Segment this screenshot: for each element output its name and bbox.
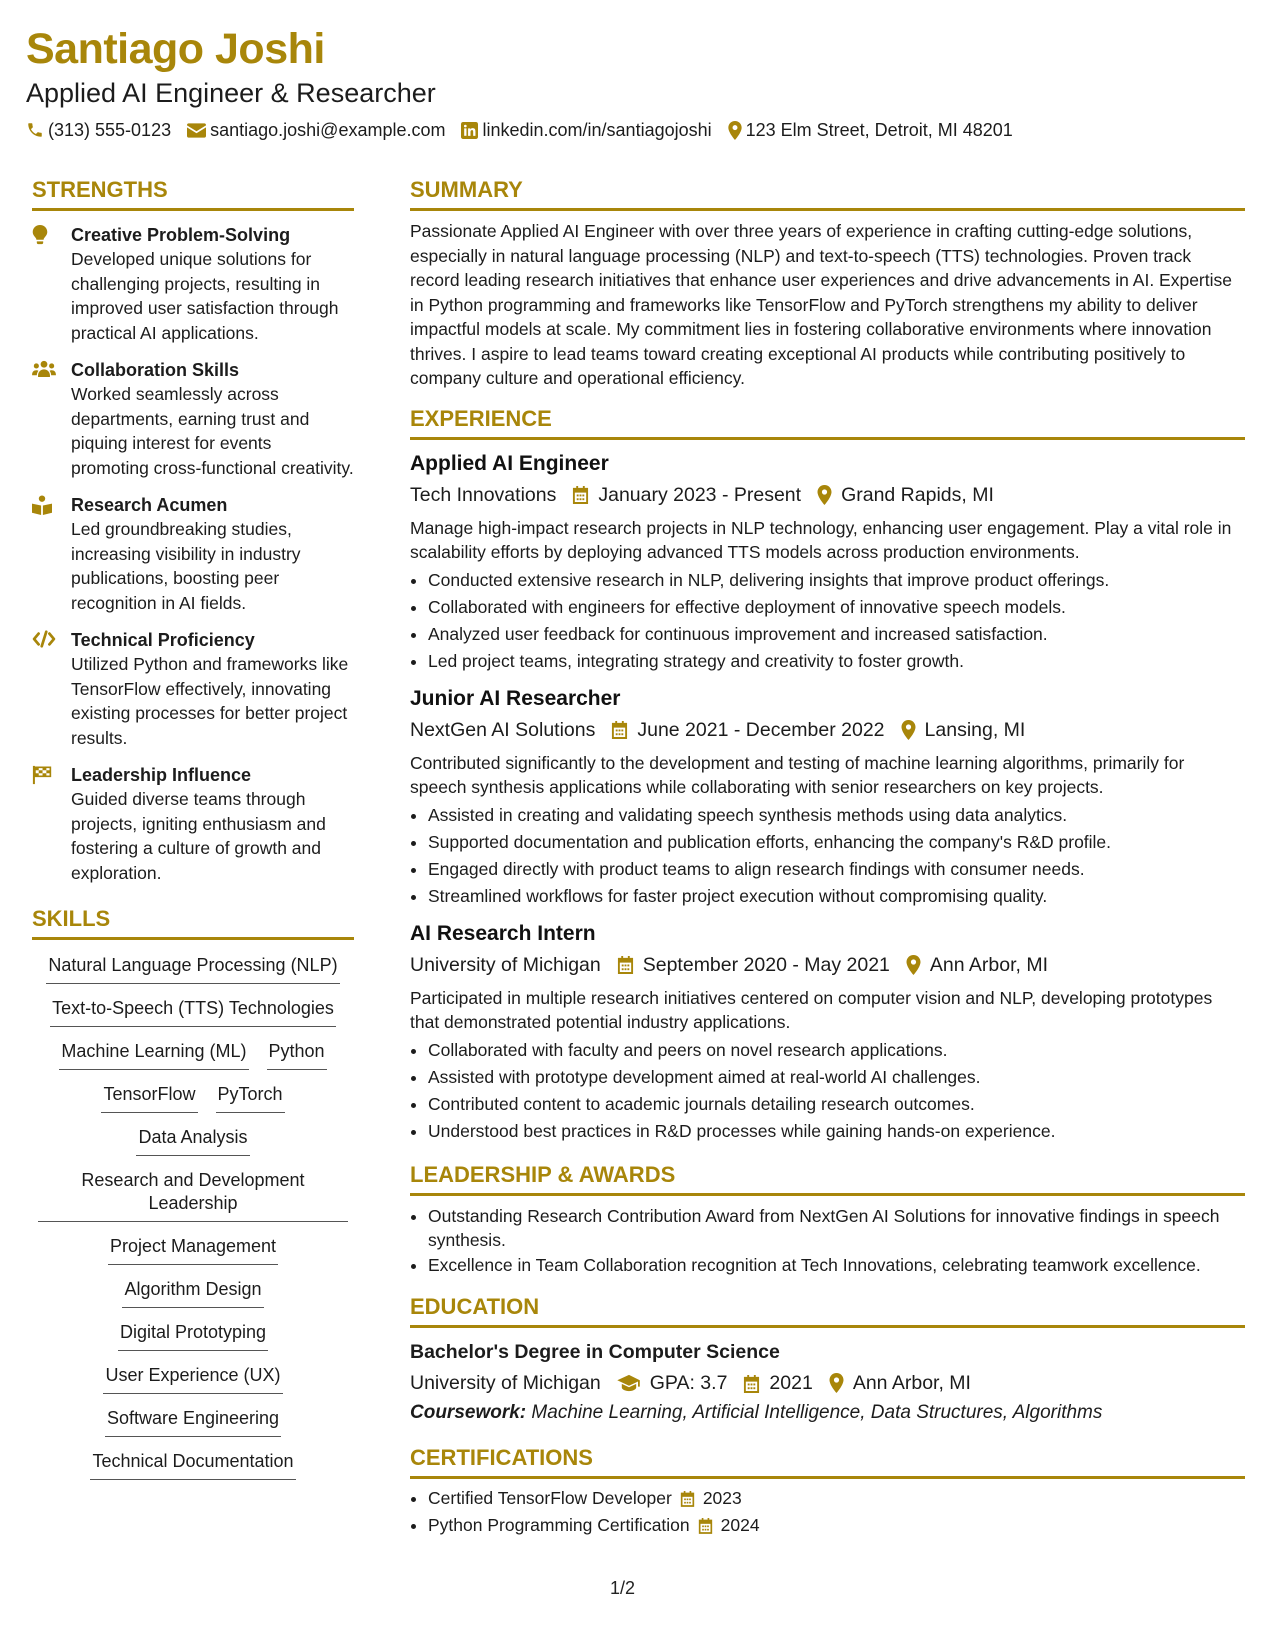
calendar-icon [680,1490,695,1507]
map-pin-icon [829,1373,844,1393]
job-bullet: • Analyzed user feedback for continuous improvement and increased satisfaction. [428,621,1245,648]
contact-linkedin[interactable] [461,118,711,142]
skill-tag: Machine Learning (ML) [59,1040,248,1070]
job-location: Grand Rapids, MI [841,483,994,506]
job-title: Applied AI Engineer [410,451,609,475]
job-bullet: • Streamlined workflows for faster project execution without compromising quality. [428,883,1245,910]
address-text: 123 Elm Street, Detroit, MI 48201 [745,120,1013,140]
strength-desc: Guided diverse teams through projects, igniting enthusiasm and fostering a culture of growth and exploration. [71,789,326,883]
strength-title: Research Acumen [71,495,228,515]
phone-text: (313) 555-0123 [48,120,172,140]
certification-year: 2024 [720,1515,760,1535]
job-meta [410,715,1245,745]
right-column [410,176,1245,1539]
calendar-icon [617,955,634,974]
left-column [32,176,354,1493]
strength-item [32,358,354,480]
skill-tag: Software Engineering [105,1407,281,1437]
contact-address [728,118,1013,142]
skill-tag: PyTorch [216,1083,285,1113]
job-bullet: • Assisted with prototype development aimed at real-world AI challenges. [428,1064,1245,1091]
email-text: santiago.joshi@example.com [210,120,446,140]
job-location: Lansing, MI [924,718,1026,741]
strength-title: Technical Proficiency [71,630,255,650]
job-bullet: • Conducted extensive research in NLP, delivering insights that improve product offerings. [428,567,1245,594]
strength-title: Collaboration Skills [71,360,240,380]
job-title: Junior AI Researcher [410,686,621,710]
strength-item [32,763,354,885]
certifications-list [410,1485,1245,1539]
job-description: Contributed significantly to the development and testing of machine learning algorithms, primarily for speech synthesis applications while collaborating with senior researchers on key projects. [410,752,1185,797]
code-icon [32,630,56,650]
graduation-year: 2021 [769,1372,813,1394]
map-pin-icon [817,485,832,505]
phone-icon [26,121,44,139]
award-item: • Excellence in Team Collaboration recognition at Tech Innovations, celebrating teamwork excellence. [428,1253,1245,1278]
skill-tag: Data Analysis [136,1126,249,1156]
job-bullet: • Collaborated with faculty and peers on novel research applications. [428,1037,1245,1064]
linkedin-icon [461,122,478,139]
strength-desc: Developed unique solutions for challenging projects, resulting in improved user satisfaction through practical AI applications. [71,249,339,343]
contact-phone[interactable] [26,118,171,142]
certifications-section [410,1444,1245,1539]
job-bullets [410,1037,1245,1145]
company-name: NextGen AI Solutions [410,718,596,741]
certification-item [428,1512,1245,1539]
calendar-icon [743,1374,760,1393]
skill-tag: User Experience (UX) [103,1364,282,1394]
checkered-flag-icon [32,765,56,785]
company-name: University of Michigan [410,953,601,976]
certifications-heading: CERTIFICATIONS [410,1444,1245,1479]
certification-name: • Certified TensorFlow Developer [428,1488,672,1508]
summary-heading: SUMMARY [410,176,1245,211]
lightbulb-icon [32,225,56,245]
job-meta [410,480,1245,510]
job-bullet: • Understood best practices in R&D processes while gaining hands-on experience. [428,1118,1245,1145]
job-dates: September 2020 - May 2021 [642,953,890,976]
job-meta [410,950,1245,980]
job-title: AI Research Intern [410,921,596,945]
job-location: Ann Arbor, MI [929,953,1049,976]
certification-item [428,1485,1245,1512]
job-bullets [410,567,1245,675]
strength-title: Creative Problem-Solving [71,225,291,245]
calendar-icon [611,720,628,739]
leadership-heading: LEADERSHIP & AWARDS [410,1161,1245,1196]
job-description: Participated in multiple research initiatives centered on computer vision and NLP, developing prototypes that demonstrated potential industry applications. [410,987,1213,1032]
calendar-icon [572,485,589,504]
company-name: Tech Innovations [410,483,557,506]
job-dates: June 2021 - December 2022 [637,718,885,741]
job-bullets [410,802,1245,910]
strength-desc: Worked seamlessly across departments, earning trust and piquing interest for events promoting cross-functional creativity. [71,384,354,478]
experience-heading: EXPERIENCE [410,405,1245,440]
job-bullet: • Engaged directly with product teams to align research findings with consumer needs. [428,856,1245,883]
strength-title: Leadership Influence [71,765,252,785]
map-pin-icon [906,955,921,975]
skill-tag: Project Management [108,1235,278,1265]
job-bullet: • Collaborated with engineers for effective deployment of innovative speech models. [428,594,1245,621]
strength-desc: Utilized Python and frameworks like TensorFlow effectively, innovating existing processes for better project results. [71,654,349,748]
summary-text: Passionate Applied AI Engineer with over three years of experience in crafting cutting-edge solutions, especially in natural language processing (NLP) and text-to-speech (TTS) technologies. Proven track record leading research initiatives that enhance user experiences and drive advancements in AI. Expertise in Python programming and frameworks like TensorFlow and PyTorch strengthens my ability to deliver impactful models at scale. My commitment lies in fostering collaborative environments where innovation thrives. I aspire to lead teams toward creating exceptional AI products while contributing positively to company culture and operational efficiency. [410,221,1232,388]
skills-list [32,954,354,1493]
certification-name: • Python Programming Certification [428,1515,690,1535]
candidate-title: Applied AI Engineer & Researcher [26,78,436,108]
strengths-list [32,223,354,885]
job-entry [410,450,1245,675]
education-meta [410,1368,1245,1398]
skill-tag: Technical Documentation [90,1450,295,1480]
contact-bar [26,118,1246,142]
leadership-section [410,1161,1245,1278]
graduation-cap-icon [617,1374,641,1392]
leadership-list [410,1204,1245,1278]
linkedin-text: linkedin.com/in/santiagojoshi [482,120,712,140]
education-section [410,1293,1245,1428]
resume-header [26,22,1246,142]
users-icon [32,360,56,380]
job-entry [410,920,1245,1145]
map-pin-icon [901,720,916,740]
skill-tag: Text-to-Speech (TTS) Technologies [50,997,336,1027]
skill-tag: Digital Prototyping [118,1321,268,1351]
candidate-name: Santiago Joshi [26,25,325,73]
envelope-icon [187,123,206,138]
strength-item [32,223,354,345]
skill-tag: Natural Language Processing (NLP) [46,954,339,984]
skill-tag: Research and Development Leadership [38,1169,348,1222]
award-item: • Outstanding Research Contribution Award from NextGen AI Solutions for innovative findings in speech synthesis. [428,1204,1245,1253]
job-dates: January 2023 - Present [598,483,802,506]
strength-desc: Led groundbreaking studies, increasing visibility in industry publications, boosting peer recognition in AI fields. [71,519,301,613]
job-bullet: • Assisted in creating and validating speech synthesis methods using data analytics. [428,802,1245,829]
calendar-icon [698,1517,713,1534]
page-number: 1/2 [610,1578,636,1598]
school-name: University of Michigan [410,1372,601,1394]
coursework-label: Coursework: [410,1402,527,1423]
job-description: Manage high-impact research projects in NLP technology, enhancing user engagement. Play a vital role in scalability efforts by deploying advanced TTS models across production environments. [410,517,1232,562]
gpa-text: GPA: 3.7 [649,1372,728,1394]
job-bullet: • Supported documentation and publication efforts, enhancing the company's R&D profile. [428,829,1245,856]
school-location: Ann Arbor, MI [852,1372,971,1394]
certification-year: 2023 [702,1488,742,1508]
strengths-heading: STRENGTHS [32,176,354,211]
skill-tag: Algorithm Design [122,1278,263,1308]
job-bullet: • Led project teams, integrating strategy and creativity to foster growth. [428,648,1245,675]
degree-title: Bachelor's Degree in Computer Science [410,1341,780,1363]
coursework-list: Machine Learning, Artificial Intelligence, Data Structures, Algorithms [531,1402,1103,1423]
contact-email[interactable] [187,118,445,142]
skills-heading: SKILLS [32,905,354,940]
coursework-line [410,1398,1245,1428]
job-entry [410,685,1245,910]
map-pin-icon [728,121,742,140]
job-bullet: • Contributed content to academic journals detailing research outcomes. [428,1091,1245,1118]
book-reader-icon [32,495,56,515]
education-heading: EDUCATION [410,1293,1245,1328]
skill-tag: Python [267,1040,327,1070]
skill-tag: TensorFlow [101,1083,197,1113]
strength-item [32,628,354,750]
strength-item [32,493,354,615]
